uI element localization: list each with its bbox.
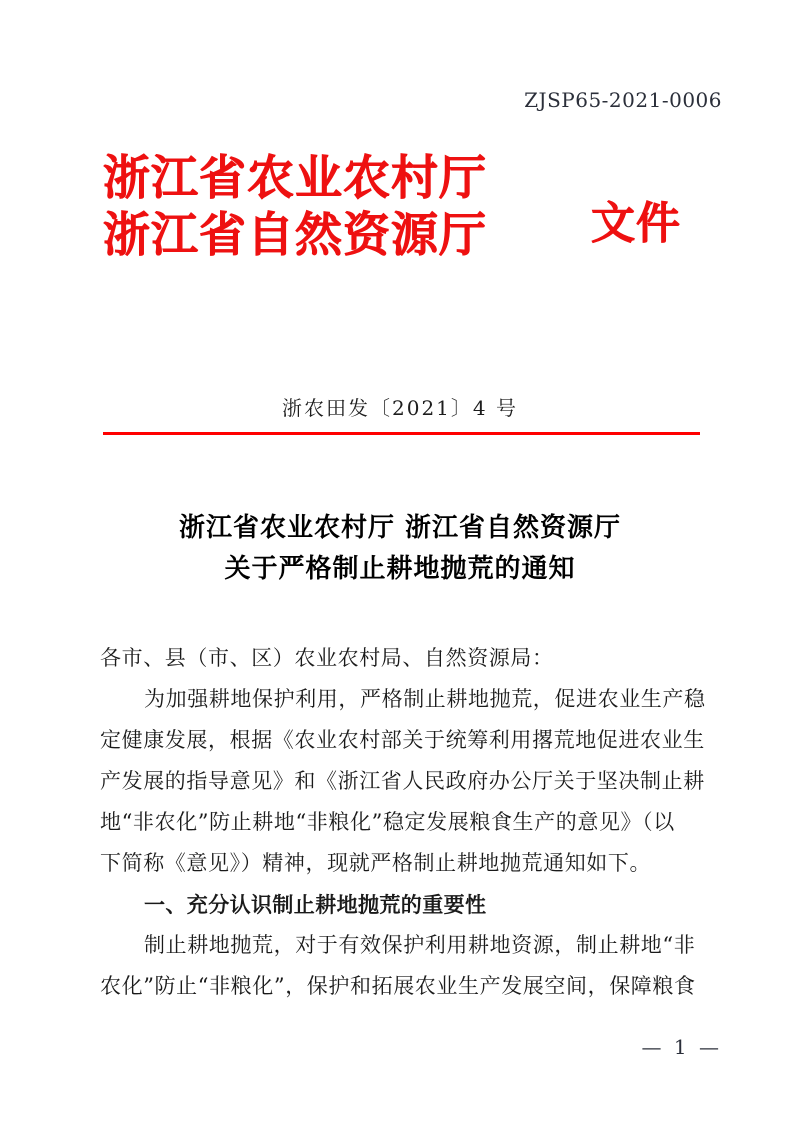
masthead (103, 150, 723, 300)
body-paragraph-line: 为加强耕地保护利用，严格制止耕地抛荒，促进农业生产稳 (144, 687, 706, 711)
body-paragraph-line: 下简称《意见》）精神，现就严格制止耕地抛荒通知如下。 (100, 851, 652, 875)
document-reference-number: 浙农田发〔2021〕4 号 (282, 396, 518, 420)
section-heading-1: 一、充分认识制止耕地抛荒的重要性 (144, 892, 487, 917)
masthead-issuer-names (103, 150, 593, 264)
document-serial-number: ZJSP65-2021-0006 (524, 88, 722, 112)
body-paragraph-line: 定健康发展，根据《农业农村部关于统筹利用撂荒地促进农业生 (100, 728, 705, 752)
body-paragraph-line: 产发展的指导意见》和《浙江省人民政府办公厅关于坚决制止耕 (100, 769, 705, 793)
page-number: — 1 — (641, 1035, 722, 1059)
red-separator-rule (103, 432, 700, 435)
body-paragraph-line: 制止耕地抛荒，对于有效保护利用耕地资源，制止耕地“非 (144, 933, 696, 957)
masthead-issuer-line-2: 浙江省自然资源厅 (103, 208, 487, 263)
body-salutation: 各市、县（市、区）农业农村局、自然资源局： (100, 646, 554, 670)
document-title-line-2: 关于严格制止耕地抛荒的通知 (224, 554, 576, 584)
body-paragraph-line: 地“非农化”防止耕地“非粮化”稳定发展粮食生产的意见》（以 (100, 810, 675, 834)
document-title-line-1: 浙江省农业农村厅 浙江省自然资源厅 (178, 513, 622, 543)
document-title (0, 508, 800, 590)
body-paragraph-line: 农化”防止“非粮化”，保护和拓展农业生产发展空间，保障粮食 (100, 974, 696, 998)
document-body (100, 638, 704, 1007)
masthead-document-kind: 文件 (591, 198, 681, 249)
masthead-issuer-line-1: 浙江省农业农村厅 (103, 151, 487, 206)
